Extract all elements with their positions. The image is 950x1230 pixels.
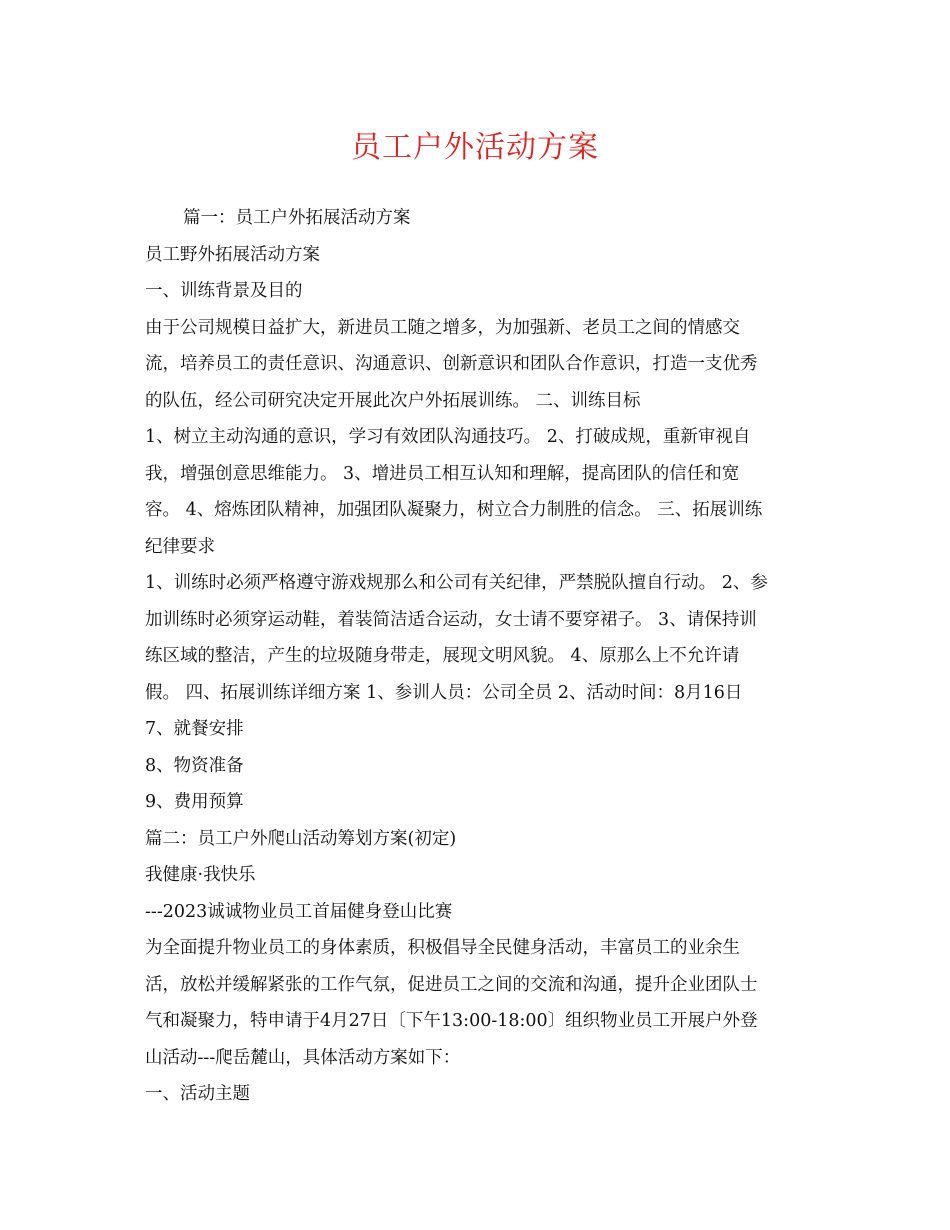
- paragraph-line: 我，增强创意思维能力。 3、增进员工相互认知和理解，提高团队的信任和宽: [145, 463, 740, 484]
- paragraph-line: 流，培养员工的责任意识、沟通意识、创新意识和团队合作意识，打造一支优秀: [145, 354, 758, 374]
- paragraph-line: 容。 4、熔炼团队精神，加强团队凝聚力，树立合力制胜的信念。 三、拓展训练: [145, 500, 763, 520]
- paragraph-line: 山活动---爬岳麓山，具体活动方案如下：: [145, 1047, 461, 1068]
- paragraph-line: 员工野外拓展活动方案: [145, 244, 320, 265]
- paragraph-line: 为全面提升物业员工的身体素质，积极倡导全民健身活动，丰富员工的业余生: [145, 938, 740, 958]
- paragraph-line: 的队伍，经公司研究决定开展此次户外拓展训练。 二、训练目标: [145, 390, 641, 411]
- paragraph-line: 假。 四、拓展训练详细方案 1、参训人员：公司全员 2、活动时间：8月16日: [145, 682, 743, 703]
- section-heading-part1: 篇一：员工户外拓展活动方案: [183, 208, 411, 228]
- paragraph-line: 我健康·我快乐: [145, 865, 256, 885]
- paragraph-line: 由于公司规模日益扩大，新进员工随之增多，为加强新、老员工之间的情感交: [145, 317, 740, 338]
- paragraph-line: 9、费用预算: [145, 792, 244, 812]
- paragraph-line: 气和凝聚力，特申请于4月27日〔下午13:00-18:00〕组织物业员工开展户外登: [145, 1011, 758, 1031]
- paragraph-line: 活，放松并缓解紧张的工作气氛，促进员工之间的交流和沟通，提升企业团队士: [145, 974, 758, 995]
- paragraph-line: 一、训练背景及目的: [145, 281, 303, 301]
- paragraph-line: 练区域的整洁，产生的垃圾随身带走，展现文明风貌。 4、原那么上不允许请: [145, 646, 740, 666]
- paragraph-line: 8、物资准备: [145, 755, 244, 776]
- section-heading-part2: 篇二：员工户外爬山活动筹划方案(初定): [145, 828, 457, 849]
- paragraph-line: ---2023诚诚物业员工首届健身登山比赛: [145, 901, 453, 922]
- paragraph-line: 加训练时必须穿运动鞋，着装简洁适合运动，女士请不要穿裙子。 3、请保持训: [145, 609, 757, 630]
- paragraph-line: 1、训练时必须严格遵守游戏规那么和公司有关纪律，严禁脱队擅自行动。 2、参: [145, 573, 768, 593]
- document-title: 员工户外活动方案: [351, 130, 599, 165]
- paragraph-line: 一、活动主题: [145, 1084, 250, 1104]
- paragraph-line: 7、就餐安排: [145, 719, 244, 739]
- paragraph-line: 纪律要求: [145, 536, 215, 557]
- document-body: [145, 200, 810, 1113]
- paragraph-line: 1、树立主动沟通的意识，学习有效团队沟通技巧。 2、打破成规，重新审视自: [145, 427, 751, 447]
